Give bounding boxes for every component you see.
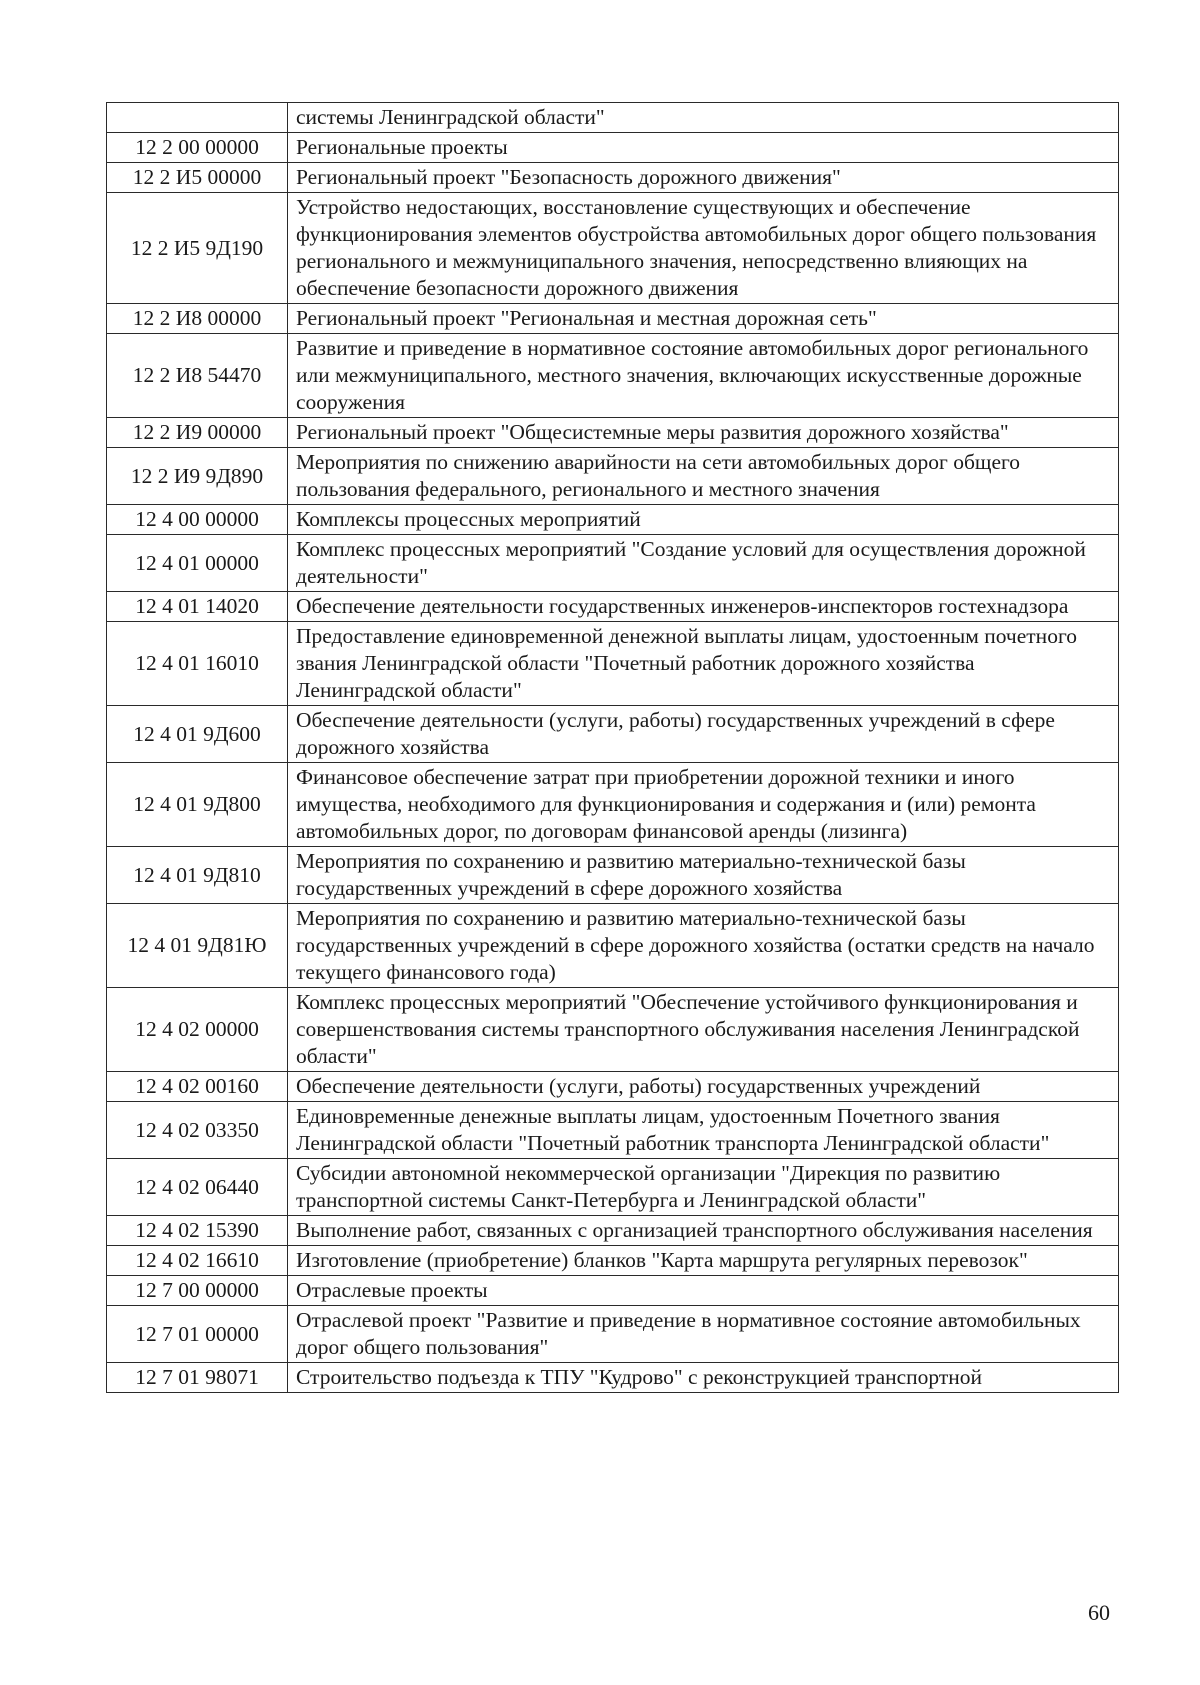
row-code: 12 4 01 9Д81Ю [107, 904, 288, 988]
row-name: Региональный проект "Региональная и местная дорожная сеть" [288, 304, 1119, 334]
row-code: 12 4 01 16010 [107, 622, 288, 706]
table-row [107, 535, 1119, 592]
table-row [107, 622, 1119, 706]
row-code: 12 2 И5 00000 [107, 163, 288, 193]
row-name: Развитие и приведение в нормативное состояние автомобильных дорог регионального или межмуниципального, местного значения, включающих искусственные дорожные сооружения [288, 334, 1119, 418]
row-code: 12 2 И5 9Д190 [107, 193, 288, 304]
table-row [107, 304, 1119, 334]
row-name: Обеспечение деятельности государственных инженеров-инспекторов гостехнадзора [288, 592, 1119, 622]
row-code: 12 4 01 14020 [107, 592, 288, 622]
row-code: 12 4 01 00000 [107, 535, 288, 592]
row-name: Единовременные денежные выплаты лицам, удостоенным Почетного звания Ленинградской области "Почетный работник транспорта Ленинградской области" [288, 1102, 1119, 1159]
table-row [107, 448, 1119, 505]
table-row [107, 133, 1119, 163]
table-row [107, 193, 1119, 304]
page-number: 60 [1088, 1600, 1110, 1625]
table-row [107, 847, 1119, 904]
row-code: 12 2 И8 54470 [107, 334, 288, 418]
row-code: 12 2 00 00000 [107, 133, 288, 163]
table-row [107, 763, 1119, 847]
table-row [107, 1159, 1119, 1216]
row-name: Обеспечение деятельности (услуги, работы) государственных учреждений в сфере дорожного хозяйства [288, 706, 1119, 763]
row-name: Региональные проекты [288, 133, 1119, 163]
row-code: 12 4 02 00160 [107, 1072, 288, 1102]
row-name: Мероприятия по снижению аварийности на сети автомобильных дорог общего пользования федерального, регионального и местного значения [288, 448, 1119, 505]
row-code: 12 7 01 98071 [107, 1363, 288, 1393]
row-name: Мероприятия по сохранению и развитию материально-технической базы государственных учреждений в сфере дорожного хозяйства [288, 847, 1119, 904]
row-code: 12 4 02 16610 [107, 1246, 288, 1276]
row-code: 12 4 02 15390 [107, 1216, 288, 1246]
row-name: Строительство подъезда к ТПУ "Кудрово" с реконструкцией транспортной [288, 1363, 1119, 1393]
row-name: Изготовление (приобретение) бланков "Карта маршрута регулярных перевозок" [288, 1246, 1119, 1276]
table-row [107, 163, 1119, 193]
row-code: 12 4 01 9Д800 [107, 763, 288, 847]
row-name: Региональный проект "Безопасность дорожного движения" [288, 163, 1119, 193]
row-name: Устройство недостающих, восстановление существующих и обеспечение функционирования элементов обустройства автомобильных дорог общего пользования регионального и межмуниципального значения, непосредственно влияющих на обеспечение безопасности дорожного движения [288, 193, 1119, 304]
table-row [107, 904, 1119, 988]
row-code: 12 4 02 00000 [107, 988, 288, 1072]
row-name: Отраслевой проект "Развитие и приведение в нормативное состояние автомобильных дорог общего пользования" [288, 1306, 1119, 1363]
table-row [107, 334, 1119, 418]
row-name: Выполнение работ, связанных с организацией транспортного обслуживания населения [288, 1216, 1119, 1246]
row-name: Предоставление единовременной денежной выплаты лицам, удостоенным почетного звания Ленинградской области "Почетный работник дорожного хозяйства Ленинградской области" [288, 622, 1119, 706]
table-row [107, 1216, 1119, 1246]
row-name: Финансовое обеспечение затрат при приобретении дорожной техники и иного имущества, необходимого для функционирования и содержания и (или) ремонта автомобильных дорог, по договорам финансовой аренды (лизинга) [288, 763, 1119, 847]
row-name: Комплексы процессных мероприятий [288, 505, 1119, 535]
row-code: 12 4 01 9Д810 [107, 847, 288, 904]
table-row [107, 1276, 1119, 1306]
table-row [107, 1363, 1119, 1393]
row-code: 12 2 И9 9Д890 [107, 448, 288, 505]
table-row [107, 706, 1119, 763]
row-code: 12 2 И8 00000 [107, 304, 288, 334]
table-row [107, 505, 1119, 535]
row-code: 12 4 00 00000 [107, 505, 288, 535]
row-code: 12 7 01 00000 [107, 1306, 288, 1363]
table-row [107, 592, 1119, 622]
row-name: Комплекс процессных мероприятий "Создание условий для осуществления дорожной деятельности" [288, 535, 1119, 592]
row-name: системы Ленинградской области" [288, 103, 1119, 133]
row-code: 12 2 И9 00000 [107, 418, 288, 448]
row-code: 12 4 02 03350 [107, 1102, 288, 1159]
row-name: Обеспечение деятельности (услуги, работы) государственных учреждений [288, 1072, 1119, 1102]
row-code [107, 103, 288, 133]
row-name: Мероприятия по сохранению и развитию материально-технической базы государственных учреждений в сфере дорожного хозяйства (остатки средств на начало текущего финансового года) [288, 904, 1119, 988]
row-name: Субсидии автономной некоммерческой организации "Дирекция по развитию транспортной системы Санкт-Петербурга и Ленинградской области" [288, 1159, 1119, 1216]
table-row [107, 418, 1119, 448]
table-row [107, 1102, 1119, 1159]
budget-classification-table [106, 102, 1119, 1393]
table-row [107, 988, 1119, 1072]
row-name: Региональный проект "Общесистемные меры развития дорожного хозяйства" [288, 418, 1119, 448]
table-body [107, 103, 1119, 1393]
row-name: Отраслевые проекты [288, 1276, 1119, 1306]
table-row [107, 1306, 1119, 1363]
row-code: 12 4 01 9Д600 [107, 706, 288, 763]
table-row [107, 103, 1119, 133]
table-row [107, 1072, 1119, 1102]
row-code: 12 4 02 06440 [107, 1159, 288, 1216]
table-row [107, 1246, 1119, 1276]
row-name: Комплекс процессных мероприятий "Обеспечение устойчивого функционирования и совершенствования системы транспортного обслуживания населения Ленинградской области" [288, 988, 1119, 1072]
row-code: 12 7 00 00000 [107, 1276, 288, 1306]
